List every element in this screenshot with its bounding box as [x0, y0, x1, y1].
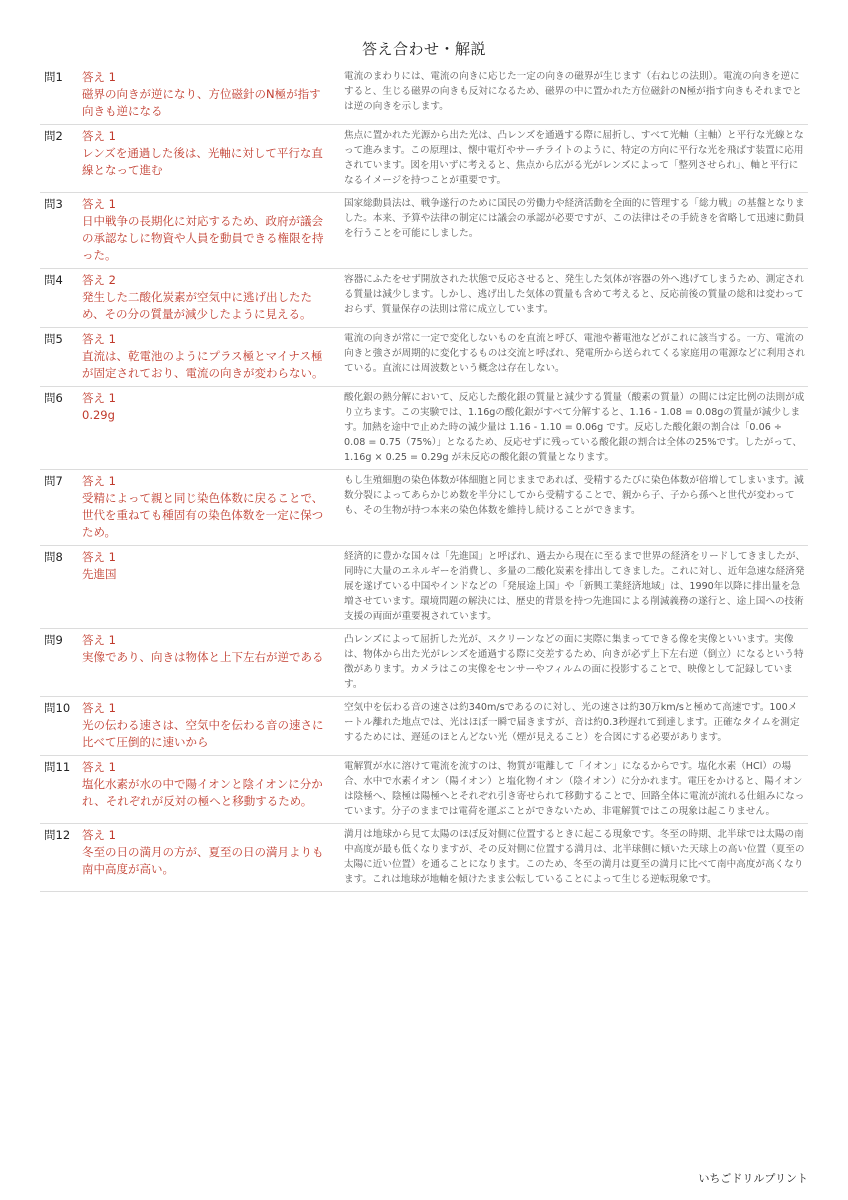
answer-label: 答え 1	[82, 391, 116, 405]
explanation-text: 電解質が水に溶けて電流を流すのは、物質が電離して「イオン」になるからです。塩化水素（HCl）の場合、水中で水素イオン（陽イオン）と塩化物イオン（陰イオン）に分かれます。電圧をかけると、陽イオンは陰極へ、陰極は陽極へとそれぞれ引き寄せられて移動することで、回路全体に電流が流れる仕組みになっています。分子のままでは電荷を運ぶことができないため、非電解質ではこの現象は起こりません。	[344, 761, 805, 817]
answer-text: 直流は、乾電池のようにプラス極とマイナス極が固定されており、電流の向きが変わらない。	[82, 349, 324, 380]
answer-text: 光の伝わる速さは、空気中を伝わる音の速さに比べて圧倒的に速いから	[82, 718, 324, 749]
question-number: 問9	[44, 633, 63, 647]
page-title: 答え合わせ・解説	[361, 40, 486, 58]
answer-row	[40, 66, 808, 125]
answer-text: 塩化水素が水の中で陽イオンと陰イオンに分かれ、それぞれが反対の極へと移動するため。	[82, 777, 323, 808]
answer-cell	[78, 700, 336, 751]
answer-cell	[78, 827, 336, 887]
answer-row	[40, 328, 808, 387]
answer-cell	[78, 632, 336, 692]
question-number: 問7	[44, 474, 63, 488]
answer-text: 冬至の日の満月の方が、夏至の日の満月よりも南中高度が高い。	[82, 845, 324, 876]
explanation-text: 凸レンズによって屈折した光が、スクリーンなどの面に実際に集まってできる像を実像といいます。実像は、物体から出た光がレンズを通過する際に交差するため、向きが必ず上下左右逆（倒立）になるという特徴があります。カメラはこの実像をセンサーやフィルムの面に投影することで、映像として記録しています。	[344, 634, 804, 690]
explanation-text: 電流のまわりには、電流の向きに応じた一定の向きの磁界が生じます（右ねじの法則）。電流の向きを逆にすると、生じる磁界の向きも反対になるため、磁界の中に置かれた方位磁針のN極が指す向きもそれまでとは逆の向きを示します。	[344, 71, 802, 112]
explanation-text: もし生殖細胞の染色体数が体細胞と同じままであれば、受精するたびに染色体数が倍増してしまいます。減数分裂によってあらかじめ数を半分にしてから受精することで、親から子、子から孫へと世代が変わっても、その生物が持つ本来の染色体数を維持し続けることができます。	[344, 475, 804, 516]
answer-row	[40, 697, 808, 756]
question-number: 問6	[44, 391, 63, 405]
answer-row	[40, 470, 808, 546]
answer-label: 答え 1	[82, 70, 116, 84]
question-number: 問10	[44, 701, 71, 715]
answer-row	[40, 269, 808, 328]
answer-cell	[78, 331, 336, 382]
answer-label: 答え 1	[82, 550, 116, 564]
answer-label: 答え 2	[82, 273, 116, 287]
question-number: 問5	[44, 332, 63, 346]
question-number: 問3	[44, 197, 63, 211]
explanation-text: 容器にふたをせず開放された状態で反応させると、発生した気体が容器の外へ逃げてしまうため、測定される質量は減少します。しかし、逃げ出した気体の質量も含めて考えると、反応前後の質量の総和は変わっておらず、質量保存の法則は常に成立しています。	[344, 274, 805, 315]
answer-cell	[78, 272, 336, 323]
answer-text: 実像であり、向きは物体と上下左右が逆である	[82, 650, 324, 664]
explanation-text: 国家総動員法は、戦争遂行のために国民の労働力や経済活動を全面的に管理する「総力戦」の基盤となりました。本来、予算や法律の制定には議会の承認が必要ですが、この法律はその手続きを省略して迅速に動員を行うことを可能にしました。	[344, 198, 805, 239]
answer-text: レンズを通過した後は、光軸に対して平行な直線となって進む	[82, 146, 323, 177]
answer-text: 先進国	[82, 567, 117, 581]
answer-label: 答え 1	[82, 633, 116, 647]
question-number: 問11	[44, 760, 71, 774]
answer-label: 答え 1	[82, 474, 116, 488]
answer-text: 受精によって親と同じ染色体数に戻ることで、世代を重ねても種固有の染色体数を一定に保つため。	[82, 491, 324, 539]
explanation-text: 空気中を伝わる音の速さは約340m/sであるのに対し、光の速さは約30万km/sと極めて高速です。100メートル離れた地点では、光はほぼ一瞬で届きますが、音は約0.3秒遅れて到達します。正確なタイムを測定するためには、遅延のほとんどない光（煙が見えること）を合図にする必要があります。	[344, 702, 800, 743]
question-number: 問8	[44, 550, 63, 564]
explanation-text: 酸化銀の熱分解において、反応した酸化銀の質量と減少する質量（酸素の質量）の間には定比例の法則が成り立ちます。この実験では、1.16gの酸化銀がすべて分解すると、1.16 - 1.08 = 0.08gの質量が減少します。加熱を途中で止めた時の減少量は 1.16 - 1.10 = 0.06g です。反応した酸化銀の割合は「0.06 ÷ 0.08 = 0.75（75%）」となるため、反応せずに残っている酸化銀の割合は全体の25%です。したがって、1.16g × 0.25 = 0.29g が未反応の酸化銀の質量となります。	[344, 392, 805, 463]
explanation-text: 焦点に置かれた光源から出た光は、凸レンズを通過する際に屈折し、すべて光軸（主軸）と平行な光線となって進みます。この原理は、懐中電灯やサーチライトのように、特定の方向に平行な光を飛ばす装置に応用されています。図を用いずに考えると、焦点から広がる光がレンズによって「整列させられ」、軸と平行になるイメージを持つことが重要です。	[344, 130, 804, 186]
answer-cell	[78, 128, 336, 188]
answer-row	[40, 629, 808, 697]
question-number: 問1	[44, 70, 63, 84]
answer-label: 答え 1	[82, 701, 116, 715]
answer-row	[40, 125, 808, 193]
answer-label: 答え 1	[82, 760, 116, 774]
explanation-text: 電流の向きが常に一定で変化しないものを直流と呼び、電池や蓄電池などがこれに該当する。一方、電流の向きと強さが周期的に変化するものは交流と呼ばれ、発電所から送られてくる家庭用の電源などに利用されている。直流には周波数という概念は存在しない。	[344, 333, 806, 374]
answer-row	[40, 193, 808, 269]
answer-row	[40, 546, 808, 629]
answer-label: 答え 1	[82, 197, 116, 211]
question-number: 問12	[44, 828, 71, 842]
answer-text: 発生した二酸化炭素が空気中に逃げ出したため、その分の質量が減少したように見える。	[82, 290, 312, 321]
answer-text: 0.29g	[82, 408, 115, 422]
answer-list	[40, 66, 808, 892]
answer-cell	[78, 390, 336, 465]
answer-cell	[78, 473, 336, 541]
answer-cell	[78, 549, 336, 624]
explanation-text: 満月は地球から見て太陽のほぼ反対側に位置するときに起こる現象です。冬至の時期、北半球では太陽の南中高度が最も低くなりますが、その反対側に位置する満月は、北半球側に傾いた天球上の高い位置（夏至の太陽に近い位置）を通ることになります。このため、冬至の満月は夏至の満月に比べて南中高度が高くなります。これは地球が地軸を傾けたまま公転していることによって生じる逆転現象です。	[344, 829, 805, 885]
question-number: 問4	[44, 273, 63, 287]
footer-brand: いちごドリルプリント	[698, 1172, 808, 1185]
answer-cell	[78, 69, 336, 120]
answer-row	[40, 387, 808, 470]
answer-label: 答え 1	[82, 332, 116, 346]
explanation-text: 経済的に豊かな国々は「先進国」と呼ばれ、過去から現在に至るまで世界の経済をリードしてきましたが、同時に大量のエネルギーを消費し、多量の二酸化炭素を排出してきました。これに対し、近年急速な経済発展を遂げている中国やインドなどの「発展途上国」や「新興工業経済地域」は、1990年以降に排出量を急増させています。環境問題の解決には、歴史的背景を持つ先進国による削減義務の遂行と、途上国への技術支援の両面が重要視されています。	[344, 551, 806, 622]
answer-label: 答え 1	[82, 828, 116, 842]
question-number: 問2	[44, 129, 63, 143]
answer-row	[40, 824, 808, 892]
answer-row	[40, 756, 808, 824]
answer-text: 磁界の向きが逆になり、方位磁針のN極が指す向きも逆になる	[82, 87, 321, 118]
answer-cell	[78, 196, 336, 264]
answer-cell	[78, 759, 336, 819]
answer-label: 答え 1	[82, 129, 116, 143]
answer-text: 日中戦争の長期化に対応するため、政府が議会の承認なしに物資や人員を動員できる権限を持った。	[82, 214, 324, 262]
